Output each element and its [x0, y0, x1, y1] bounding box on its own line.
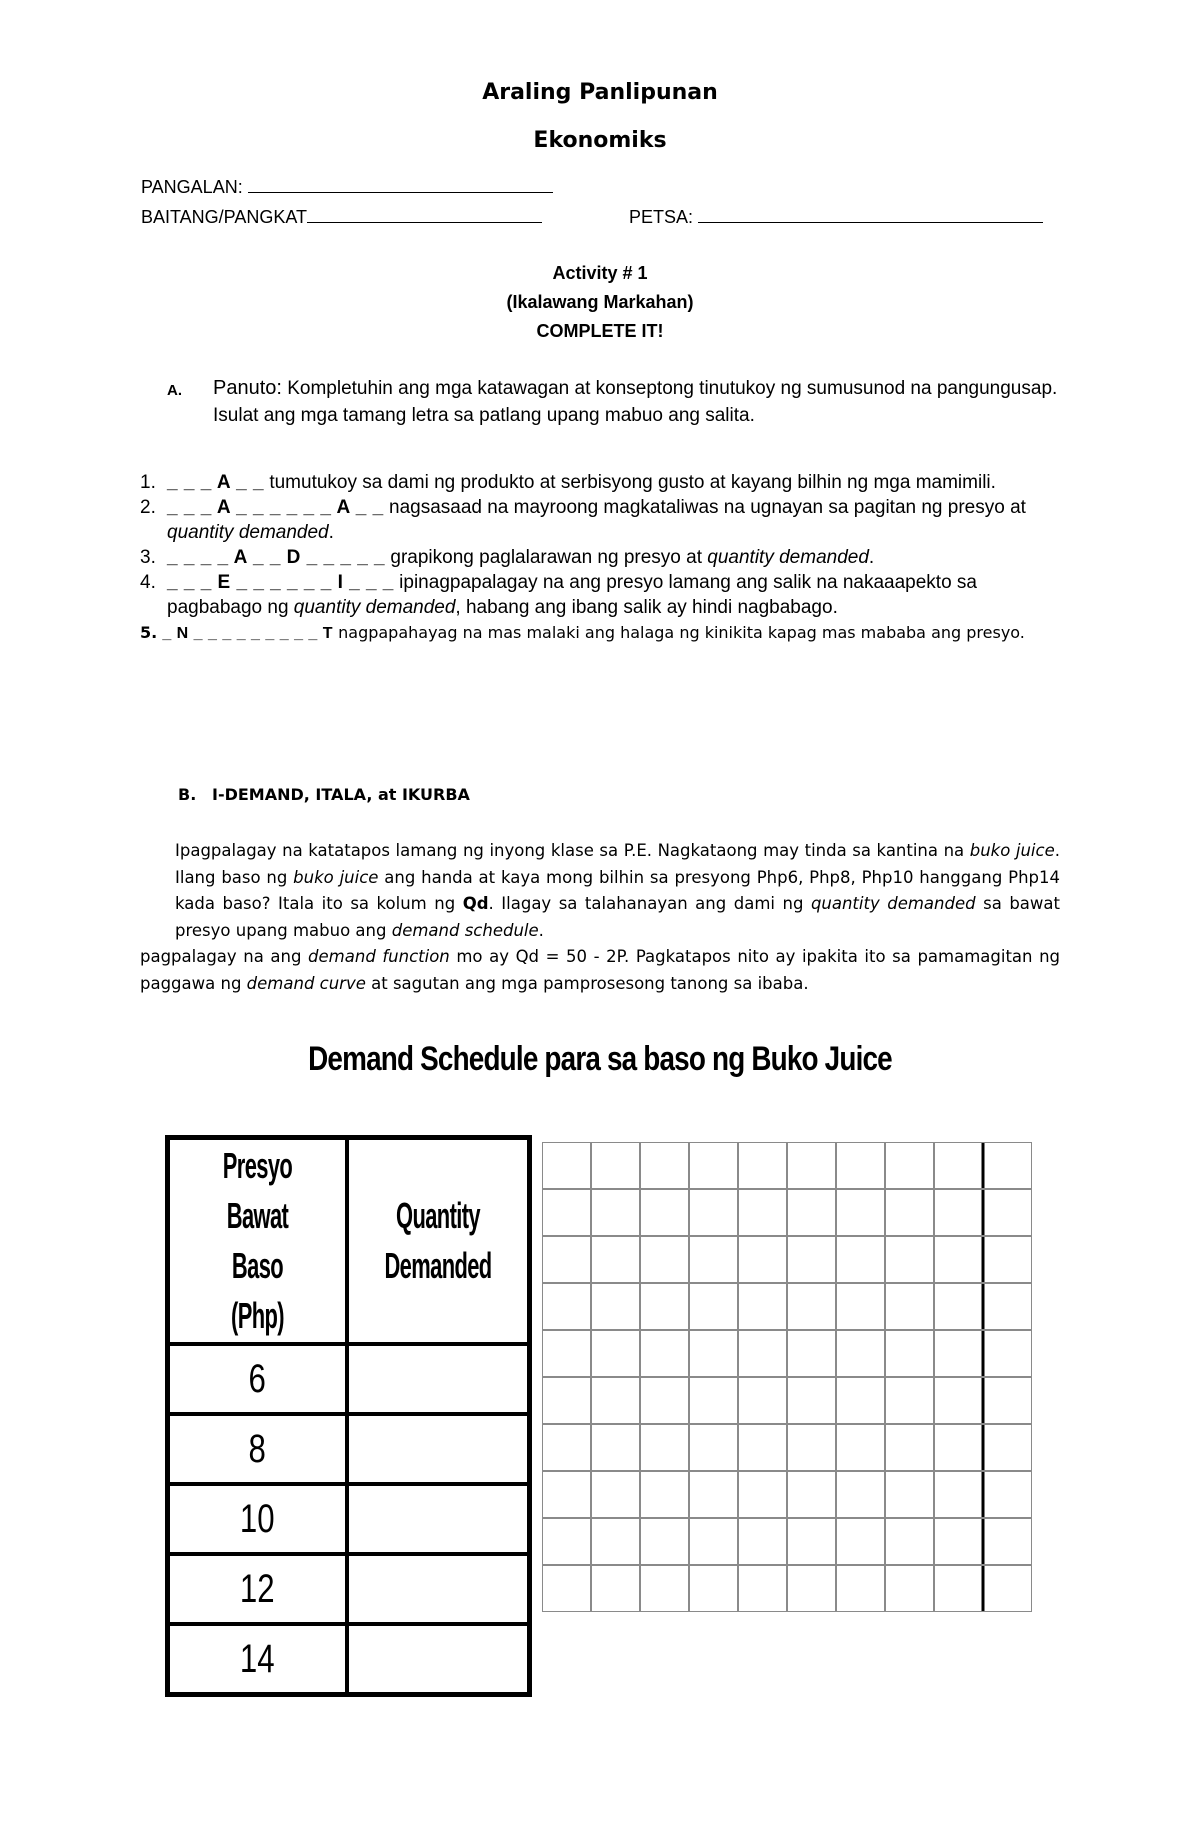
quantity-column-header: Quantity Demanded [347, 1138, 530, 1345]
list-item: 1. _ _ _ A _ _ tumutukoy sa dami ng produkto at serbisyong gusto at kayang bilhin ng mga mamimili. [140, 472, 996, 493]
list-item: 3. _ _ _ _ A _ _ D _ _ _ _ _ grapikong paglalarawan ng presyo at quantity demanded. [140, 547, 875, 568]
demand-schedule-table [165, 1135, 532, 1697]
price-cell: 12 [168, 1554, 347, 1624]
list-item: 4. _ _ _ E _ _ _ _ _ _ I _ _ _ ipinagpapalagay na ang presyo lamang ang salik na nakaaapekto sa pagbabago ng quantity demanded, habang ang ibang salik ay hindi nagbabago. [140, 572, 977, 618]
table-row [168, 1344, 530, 1414]
list-item: 2. _ _ _ A _ _ _ _ _ _ A _ _ nagsasaad na mayroong magkataliwas na ugnayan sa pagitan ng presyo at quantity demanded. [140, 497, 1026, 543]
quantity-cell[interactable] [347, 1484, 530, 1554]
course-title: Ekonomiks [533, 128, 667, 153]
grade-field [141, 206, 542, 228]
name-field [141, 176, 553, 198]
grade-label: BAITANG/PANGKAT [141, 207, 308, 227]
grade-blank[interactable] [307, 206, 542, 223]
date-label: PETSA: [629, 207, 694, 227]
section-b-title: I-DEMAND, ITALA, at IKURBA [212, 785, 470, 804]
answer-blanks[interactable]: _ _ _ A _ _ _ _ _ _ A _ _ [167, 497, 384, 518]
schedule-title: Demand Schedule para sa baso ng Buko Juice [308, 1040, 892, 1078]
answer-blanks[interactable]: _ _ _ _ A _ _ D _ _ _ _ _ [167, 547, 386, 568]
price-cell: 8 [168, 1414, 347, 1484]
answer-blanks[interactable]: _ _ _ A _ _ [167, 472, 265, 493]
table-row [168, 1414, 530, 1484]
section-b-paragraph [140, 838, 1060, 997]
list-item: 5. _ N _ _ _ _ _ _ _ _ _ T nagpapahayag na mas malaki ang halaga ng kinikita kapag mas mababa ang presyo. [140, 623, 1025, 642]
quantity-cell[interactable] [347, 1624, 530, 1695]
section-a-items [140, 470, 1060, 646]
quantity-cell[interactable] [347, 1344, 530, 1414]
name-blank[interactable] [248, 176, 553, 193]
name-label: PANGALAN: [141, 177, 243, 197]
answer-blanks[interactable]: _ N _ _ _ _ _ _ _ _ _ T [162, 625, 334, 642]
table-row [168, 1484, 530, 1554]
section-b-label: B. [178, 785, 197, 804]
answer-blanks[interactable]: _ _ _ E _ _ _ _ _ _ I _ _ _ [167, 572, 394, 593]
instruction-heading: Panuto: [213, 377, 282, 399]
quantity-cell[interactable] [347, 1414, 530, 1484]
graph-grid[interactable] [542, 1142, 1032, 1612]
paragraph-2: pagpalagay na ang demand function mo ay Qd = 50 - 2P. Pagkatapos nito ay ipakita ito sa pamamagitan ng paggawa ng demand curve at sagutan ang mga pamprosesong tanong sa ibaba. [140, 947, 1060, 993]
table-row [168, 1554, 530, 1624]
price-column-header: Presyo Bawat Baso (Php) [168, 1138, 347, 1345]
table-row [168, 1624, 530, 1695]
quantity-cell[interactable] [347, 1554, 530, 1624]
activity-quarter: (Ikalawang Markahan) [506, 292, 694, 312]
section-a-label: A. [167, 382, 182, 399]
subject-title: Araling Panlipunan [482, 80, 718, 105]
activity-title: COMPLETE IT! [536, 321, 664, 341]
date-field [629, 206, 1043, 228]
price-cell: 14 [168, 1624, 347, 1695]
section-a-instructions [167, 375, 1067, 429]
paragraph-1: Ipagpalagay na katatapos lamang ng inyong klase sa P.E. Nagkataong may tinda sa kantina na buko juice. Ilang baso ng buko juice ang handa at kaya mong bilhin sa presyong Php6, Php8, Php10 hanggang Php14 kada baso? Itala ito sa kolum ng Qd. Ilagay sa talahanayan ang dami ng quantity demanded sa bawat presyo upang mabuo ang demand schedule. [175, 841, 1060, 940]
date-blank[interactable] [698, 206, 1043, 223]
activity-number: Activity # 1 [552, 263, 648, 283]
instruction-text: Kompletuhin ang mga katawagan at konseptong tinutukoy ng sumusunod na pangungusap. Isulat ang mga tamang letra sa patlang upang mabuo ang salita. [213, 378, 1058, 426]
table-header-row [168, 1138, 530, 1345]
price-cell: 10 [168, 1484, 347, 1554]
price-cell: 6 [168, 1344, 347, 1414]
